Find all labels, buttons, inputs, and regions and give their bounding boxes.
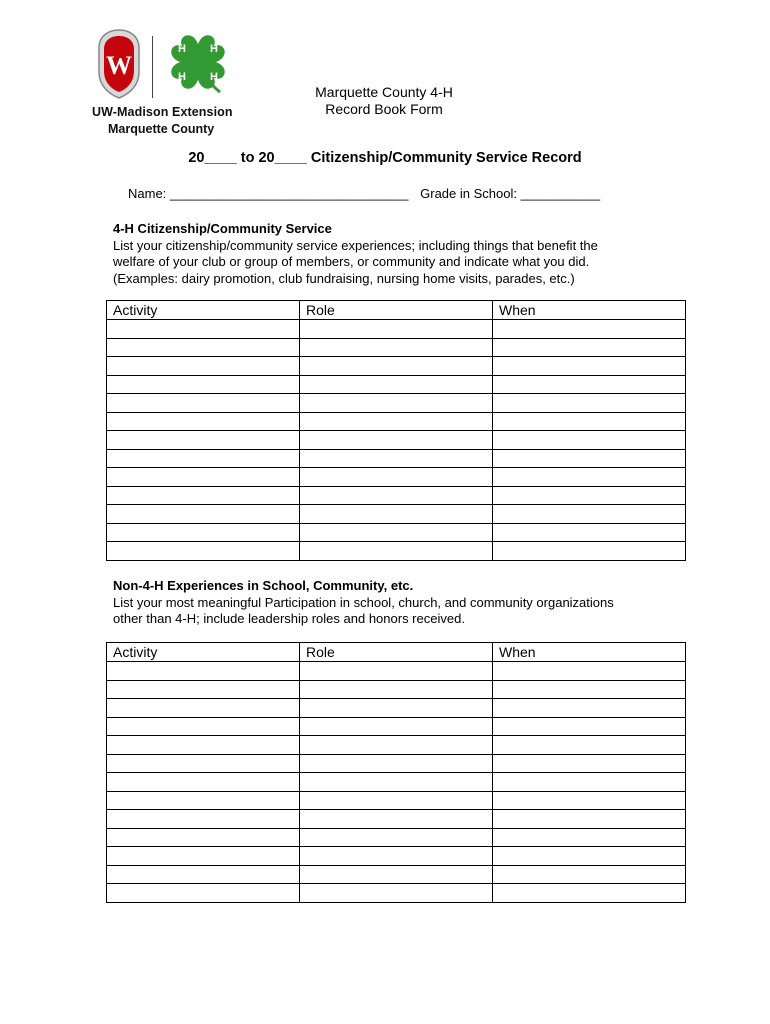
form-title-line2: Record Book Form xyxy=(325,101,443,117)
when-cell[interactable] xyxy=(493,523,686,542)
role-cell[interactable] xyxy=(300,523,493,542)
role-cell[interactable] xyxy=(300,773,493,792)
uw-extension-logo xyxy=(92,28,252,140)
activity-cell[interactable] xyxy=(107,736,300,755)
activity-cell[interactable] xyxy=(107,865,300,884)
role-cell[interactable] xyxy=(300,486,493,505)
logo-divider xyxy=(152,36,153,98)
when-cell[interactable] xyxy=(493,736,686,755)
table-row xyxy=(107,375,686,394)
clover-letter: H xyxy=(178,43,186,55)
activity-cell[interactable] xyxy=(107,773,300,792)
record-title: 20____ to 20____ Citizenship/Community Service Record xyxy=(188,150,582,166)
when-cell[interactable] xyxy=(493,810,686,829)
section2-description xyxy=(113,578,673,628)
activity-cell[interactable] xyxy=(107,791,300,810)
table-row xyxy=(107,717,686,736)
table-row xyxy=(107,699,686,718)
role-cell[interactable] xyxy=(300,736,493,755)
when-cell[interactable] xyxy=(493,412,686,431)
table-row xyxy=(107,357,686,376)
section1-text-line1: List your citizenship/community service experiences; including things that benefit the xyxy=(113,237,598,253)
activity-cell[interactable] xyxy=(107,810,300,829)
section2-text-line1: List your most meaningful Participation in school, church, and community organizations xyxy=(113,594,614,610)
section2-heading: Non-4-H Experiences in School, Community, etc. xyxy=(113,578,414,593)
role-cell[interactable] xyxy=(300,320,493,339)
activity-cell[interactable] xyxy=(107,680,300,699)
activity-cell[interactable] xyxy=(107,505,300,524)
activity-cell[interactable] xyxy=(107,754,300,773)
non-4h-experience-table xyxy=(106,642,686,903)
role-cell[interactable] xyxy=(300,699,493,718)
table-row xyxy=(107,320,686,339)
table-row xyxy=(107,847,686,866)
when-cell[interactable] xyxy=(493,773,686,792)
column-header-role: Role xyxy=(300,301,493,320)
table-header-row xyxy=(107,301,686,320)
table-row xyxy=(107,754,686,773)
activity-cell[interactable] xyxy=(107,486,300,505)
when-cell[interactable] xyxy=(493,754,686,773)
table-row xyxy=(107,431,686,450)
column-header-activity: Activity xyxy=(107,643,300,662)
column-header-when: When xyxy=(493,643,686,662)
activity-cell[interactable] xyxy=(107,449,300,468)
table-row xyxy=(107,412,686,431)
table-row xyxy=(107,449,686,468)
table-row xyxy=(107,505,686,524)
four-h-clover-icon xyxy=(162,28,234,98)
activity-cell[interactable] xyxy=(107,717,300,736)
activity-cell[interactable] xyxy=(107,662,300,681)
section1-text-line3: (Examples: dairy promotion, club fundraising, nursing home visits, parades, etc.) xyxy=(113,270,575,286)
activity-cell[interactable] xyxy=(107,320,300,339)
when-cell[interactable] xyxy=(493,791,686,810)
role-cell[interactable] xyxy=(300,754,493,773)
table-row xyxy=(107,884,686,903)
when-cell[interactable] xyxy=(493,431,686,450)
citizenship-service-table xyxy=(106,300,686,561)
activity-cell[interactable] xyxy=(107,699,300,718)
table-row xyxy=(107,542,686,561)
table-row xyxy=(107,773,686,792)
activity-cell[interactable] xyxy=(107,412,300,431)
when-cell[interactable] xyxy=(493,449,686,468)
when-cell[interactable] xyxy=(493,320,686,339)
activity-cell[interactable] xyxy=(107,468,300,487)
activity-cell[interactable] xyxy=(107,338,300,357)
role-cell[interactable] xyxy=(300,338,493,357)
logo-text-line2: Marquette County xyxy=(108,122,215,136)
table-row xyxy=(107,523,686,542)
table-row xyxy=(107,486,686,505)
role-cell[interactable] xyxy=(300,375,493,394)
role-cell[interactable] xyxy=(300,884,493,903)
activity-cell[interactable] xyxy=(107,828,300,847)
column-header-when: When xyxy=(493,301,686,320)
table-row xyxy=(107,394,686,413)
activity-cell[interactable] xyxy=(107,375,300,394)
role-cell[interactable] xyxy=(300,662,493,681)
table-row xyxy=(107,680,686,699)
when-cell[interactable] xyxy=(493,338,686,357)
table-row xyxy=(107,468,686,487)
table-row xyxy=(107,828,686,847)
role-cell[interactable] xyxy=(300,357,493,376)
when-cell[interactable] xyxy=(493,357,686,376)
clover-letter: H xyxy=(210,43,218,55)
role-cell[interactable] xyxy=(300,680,493,699)
grade-field[interactable]: Grade in School: ___________ xyxy=(420,186,601,201)
activity-cell[interactable] xyxy=(107,847,300,866)
form-title xyxy=(284,84,484,118)
column-header-role: Role xyxy=(300,643,493,662)
when-cell[interactable] xyxy=(493,847,686,866)
role-cell[interactable] xyxy=(300,828,493,847)
role-cell[interactable] xyxy=(300,810,493,829)
table-row xyxy=(107,865,686,884)
logo-text-line1: UW-Madison Extension xyxy=(92,105,233,119)
table-header-row xyxy=(107,643,686,662)
when-cell[interactable] xyxy=(493,662,686,681)
when-cell[interactable] xyxy=(493,680,686,699)
when-cell[interactable] xyxy=(493,468,686,487)
role-cell[interactable] xyxy=(300,412,493,431)
when-cell[interactable] xyxy=(493,486,686,505)
activity-cell[interactable] xyxy=(107,394,300,413)
when-cell[interactable] xyxy=(493,394,686,413)
when-cell[interactable] xyxy=(493,542,686,561)
table-row xyxy=(107,662,686,681)
form-title-line1: Marquette County 4-H xyxy=(315,84,453,100)
section1-description xyxy=(113,221,673,287)
role-cell[interactable] xyxy=(300,505,493,524)
when-cell[interactable] xyxy=(493,699,686,718)
table-row xyxy=(107,736,686,755)
activity-cell[interactable] xyxy=(107,523,300,542)
activity-cell[interactable] xyxy=(107,542,300,561)
role-cell[interactable] xyxy=(300,847,493,866)
role-cell[interactable] xyxy=(300,865,493,884)
section1-heading: 4-H Citizenship/Community Service xyxy=(113,221,332,236)
role-cell[interactable] xyxy=(300,394,493,413)
role-cell[interactable] xyxy=(300,542,493,561)
crest-letter: W xyxy=(106,51,132,80)
table-row xyxy=(107,791,686,810)
name-grade-line xyxy=(128,186,608,201)
name-field[interactable]: Name: _________________________________ xyxy=(128,186,409,201)
role-cell[interactable] xyxy=(300,468,493,487)
role-cell[interactable] xyxy=(300,717,493,736)
activity-cell[interactable] xyxy=(107,357,300,376)
clover-letter: H xyxy=(178,71,186,83)
activity-cell[interactable] xyxy=(107,431,300,450)
section1-text-line2: welfare of your club or group of members, or community and indicate what you did. xyxy=(113,254,590,269)
uw-crest-icon xyxy=(94,28,144,100)
role-cell[interactable] xyxy=(300,449,493,468)
when-cell[interactable] xyxy=(493,717,686,736)
clover-letter: H xyxy=(210,71,218,83)
when-cell[interactable] xyxy=(493,505,686,524)
role-cell[interactable] xyxy=(300,431,493,450)
column-header-activity: Activity xyxy=(107,301,300,320)
when-cell[interactable] xyxy=(493,375,686,394)
when-cell[interactable] xyxy=(493,865,686,884)
section2-text-line2: other than 4-H; include leadership roles and honors received. xyxy=(113,611,465,626)
when-cell[interactable] xyxy=(493,884,686,903)
table-row xyxy=(107,810,686,829)
when-cell[interactable] xyxy=(493,828,686,847)
activity-cell[interactable] xyxy=(107,884,300,903)
role-cell[interactable] xyxy=(300,791,493,810)
table-row xyxy=(107,338,686,357)
